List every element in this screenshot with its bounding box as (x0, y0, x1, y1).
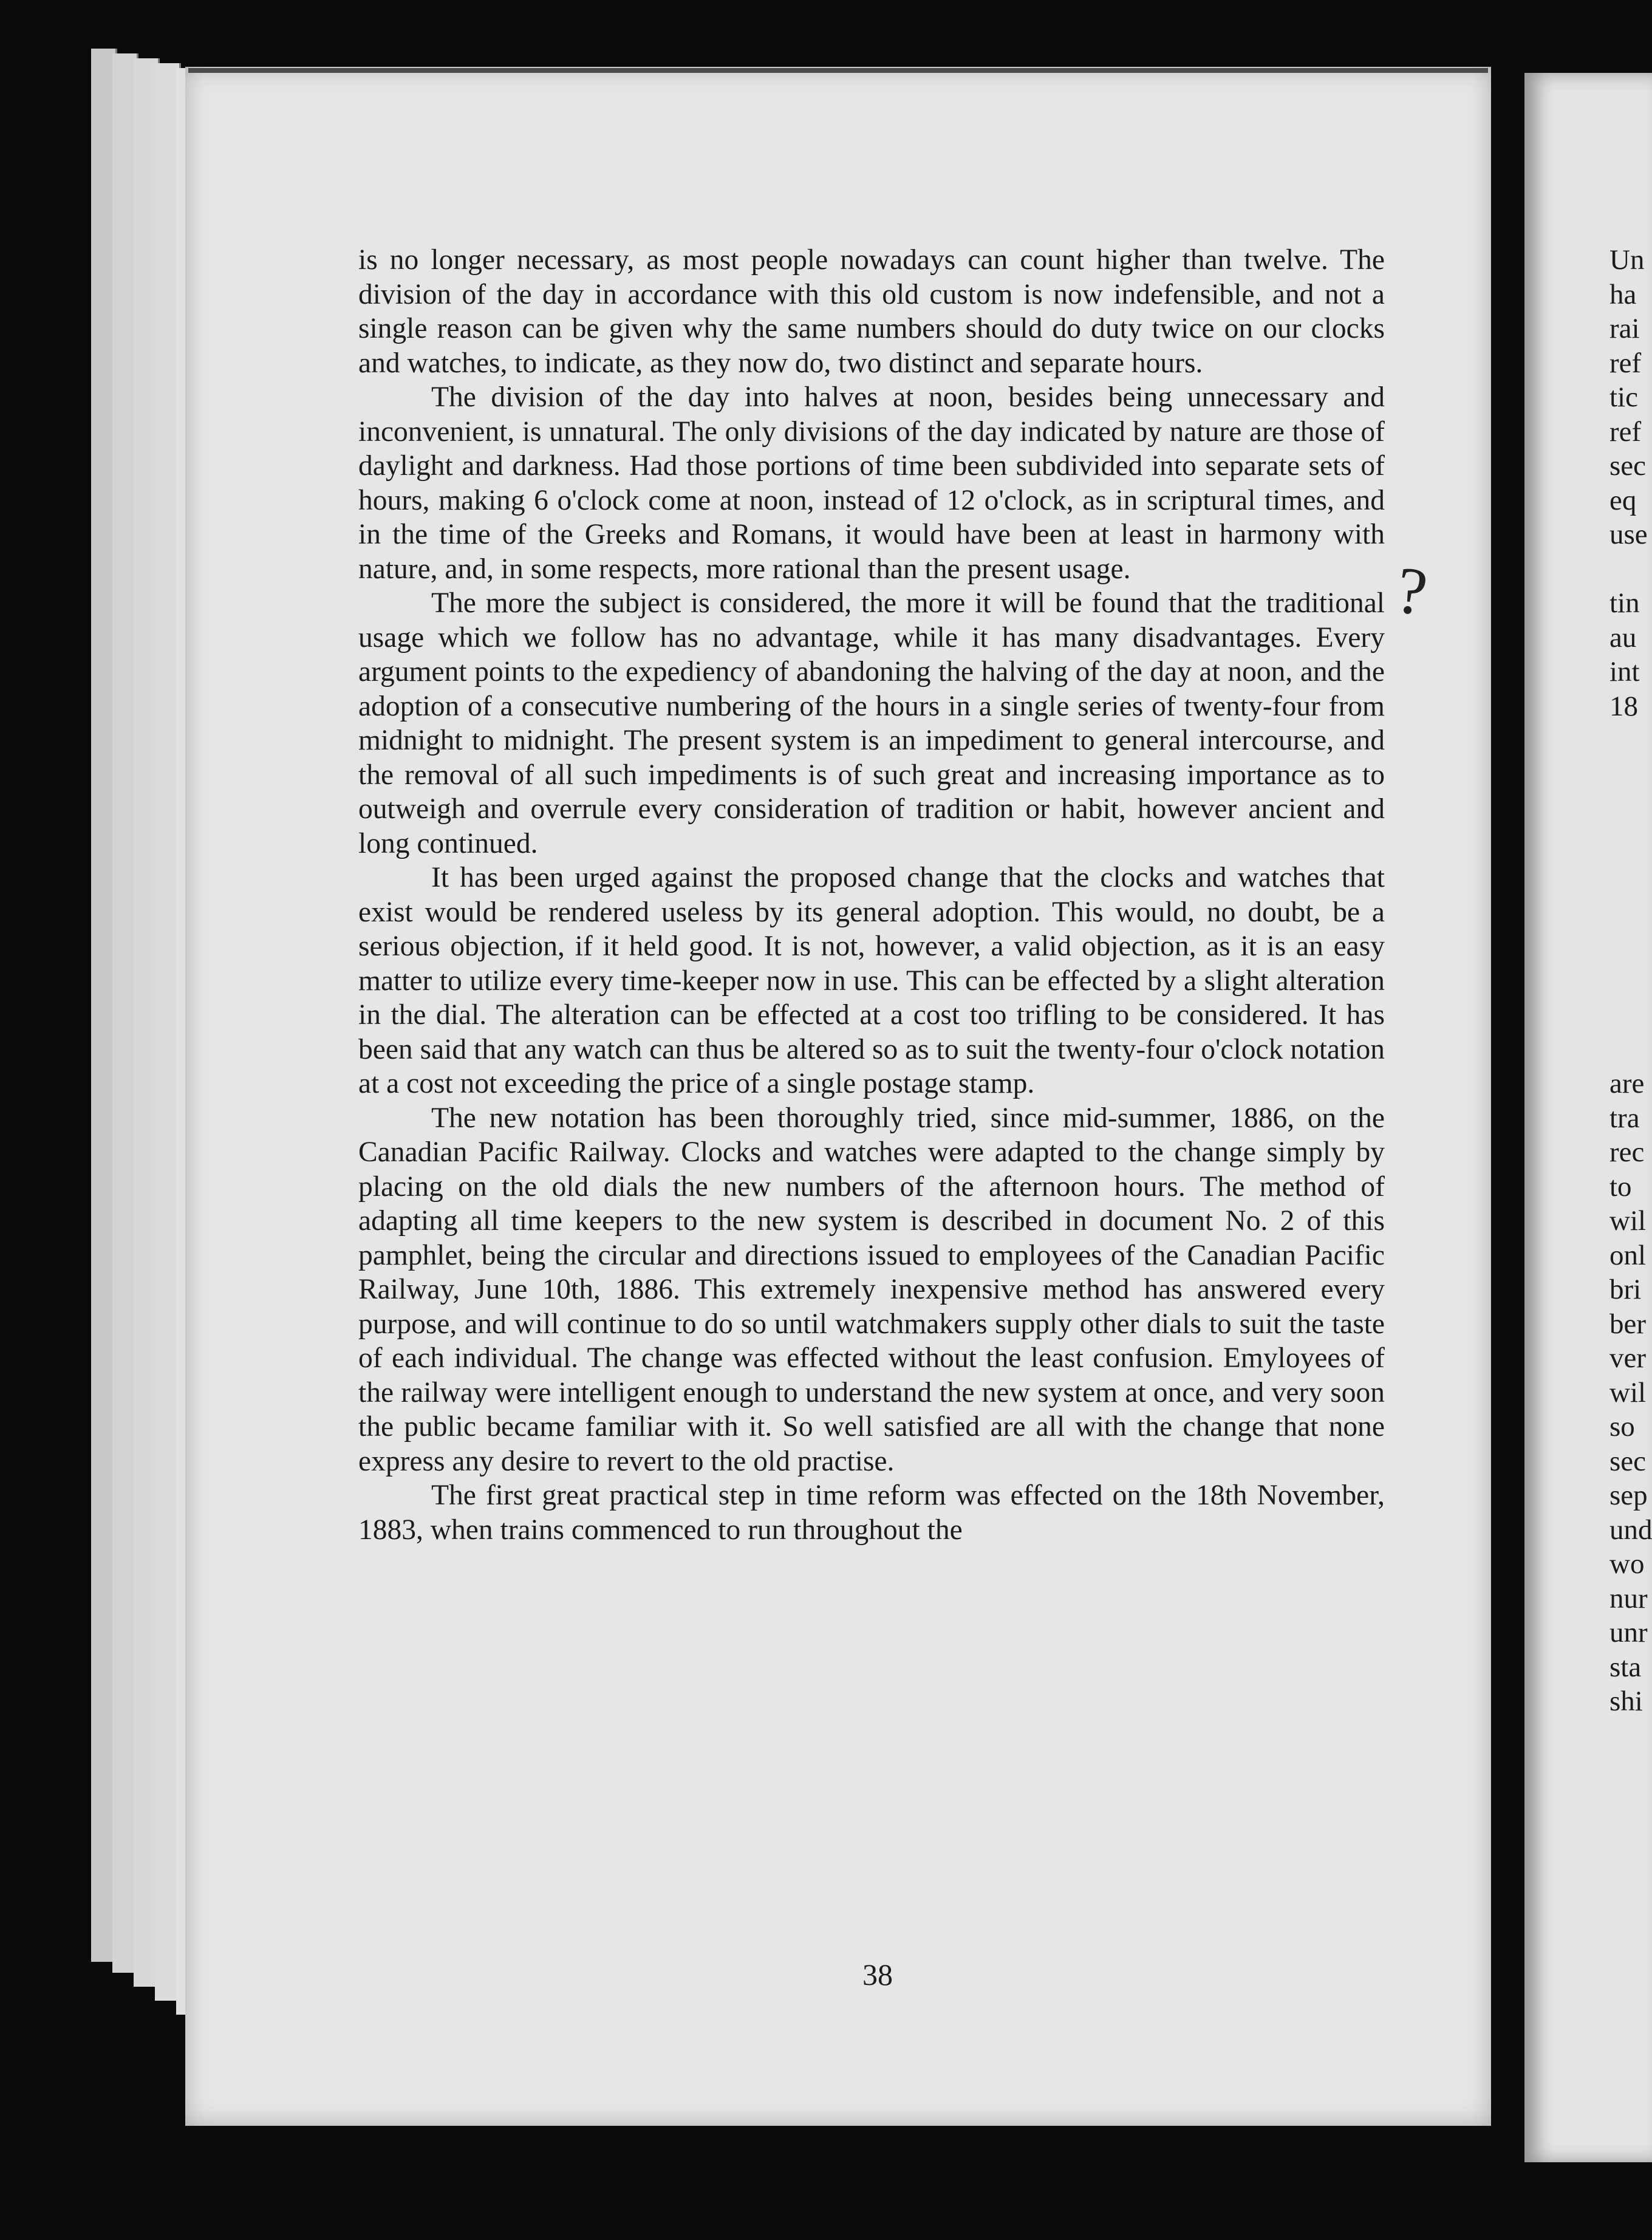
adjacent-page-line: so (1609, 1411, 1635, 1443)
adjacent-page-line: ver (1609, 1342, 1647, 1374)
adjacent-page-line: sta (1609, 1651, 1642, 1683)
adjacent-page-line: are (1609, 1068, 1645, 1099)
page-number: 38 (862, 1958, 893, 1992)
adjacent-page-line: rec (1609, 1136, 1645, 1168)
adjacent-page-line: wil (1609, 1376, 1647, 1409)
paragraph: The more the subject is considered, the more it will be found that the traditional usage which we follow has no advantage, while it has many disadvantages. Every argument points to the expediency of abandoning the halving of the day at noon, and the adoption of a consecutive numbering of the hours in a single series of twenty-four from midnight to midnight. The present system is an impediment to general intercourse, and the removal of all such impediments is of such great and increasing importance as to outweigh and overrule every consideration of tradition or habit, however ancient and long continued. (358, 587, 1385, 859)
adjacent-page-line: to (1609, 1170, 1632, 1203)
adjacent-page-line: tra (1609, 1102, 1640, 1134)
paragraph: is no longer necessary, as most people nowadays can count higher than twelve. The division of the day in accordance with this old custom is now indefensible, and not a single reason can be given why the same numbers should do duty twice on our clocks and watches, to indicate, as they now do, two distinct and separate hours. (358, 244, 1385, 379)
adjacent-page-line: sep (1609, 1480, 1648, 1511)
adjacent-page-line: onl (1609, 1239, 1647, 1271)
paragraph: The division of the day into halves at noon, besides being unnecessary and inconvenient, is unnatural. The only divisions of the day indicated by nature are those of daylight and darkness. Had those portions of time been subdivided into separate sets of hours, making 6 o'clock come at noon, instead of 12 o'clock, as in scriptural times, and in the time of the Greeks and Romans, it would have been at least in harmony with nature, and, in some respects, more rational than the present usage. (358, 381, 1385, 585)
adjacent-page-line: tin (1609, 587, 1640, 619)
paragraph: The new notation has been thoroughly tried, since mid-summer, 1886, on the Canadian Pacific Railway. Clocks and watches were adapted to the change simply by placing on the old dials the new numbers of the afternoon hours. The method of adapting all time keepers to the new system is described in document No. 2 of this pamphlet, being the circular and directions issued to employees of the Canadian Pacific Railway, June 10th, 1886. This extremely inexpensive method has answered every purpose, and will continue to do so until watchmakers supply other dials to suit the taste of each individual. The change was effected without the least confusion. Emyloyees of the railway were intelligent enough to understand the new system at once, and very soon the public became familiar with it. So well satisfied are all with the change that none express any desire to revert to the old practise. (358, 1102, 1385, 1477)
adjacent-page-line: au (1609, 621, 1637, 654)
adjacent-page-line: eq (1609, 484, 1637, 516)
adjacent-page-line: Un (1609, 244, 1645, 276)
adjacent-page-line: unr (1609, 1617, 1648, 1648)
adjacent-page-line: use (1609, 519, 1648, 550)
paragraph: The first great practical step in time reform was effected on the 18th November, 1883, when trains commenced to run throughout the (358, 1480, 1385, 1546)
adjacent-page-line: int (1609, 656, 1640, 688)
adjacent-page-line: rai (1609, 313, 1640, 344)
adjacent-page-line: wil (1609, 1205, 1647, 1237)
adjacent-page-line: ref (1609, 415, 1642, 448)
adjacent-page-line: sec (1609, 450, 1647, 482)
adjacent-page-line: ref (1609, 347, 1642, 379)
adjacent-page-line: wo (1609, 1548, 1645, 1580)
margin-annotation: ? (1391, 552, 1432, 630)
adjacent-page-line: ha (1609, 278, 1637, 310)
adjacent-page-line: tic (1609, 381, 1638, 413)
page-body (358, 243, 1385, 1547)
adjacent-page-line: sec (1609, 1445, 1647, 1477)
adjacent-page-line: ber (1609, 1308, 1647, 1340)
adjacent-page-line: nur (1609, 1582, 1648, 1614)
adjacent-page-line: 18 (1609, 690, 1638, 722)
adjacent-page-line: und (1609, 1514, 1652, 1546)
paragraph: It has been urged against the proposed change that the clocks and watches that exist would be rendered useless by its general adoption. This would, no doubt, be a serious objection, if it held good. It is not, however, a valid objection, as it is an easy matter to utilize every time-keeper now in use. This can be effected by a slight alteration in the dial. The alteration can be effected at a cost too trifling to be considered. It has been said that any watch can thus be altered so as to suit the twenty-four o'clock notation at a cost not exceeding the price of a single postage stamp. (358, 862, 1385, 1099)
page-top-edge (188, 68, 1488, 73)
adjacent-page-line: bri (1609, 1274, 1642, 1305)
adjacent-page-line: shi (1609, 1685, 1643, 1717)
